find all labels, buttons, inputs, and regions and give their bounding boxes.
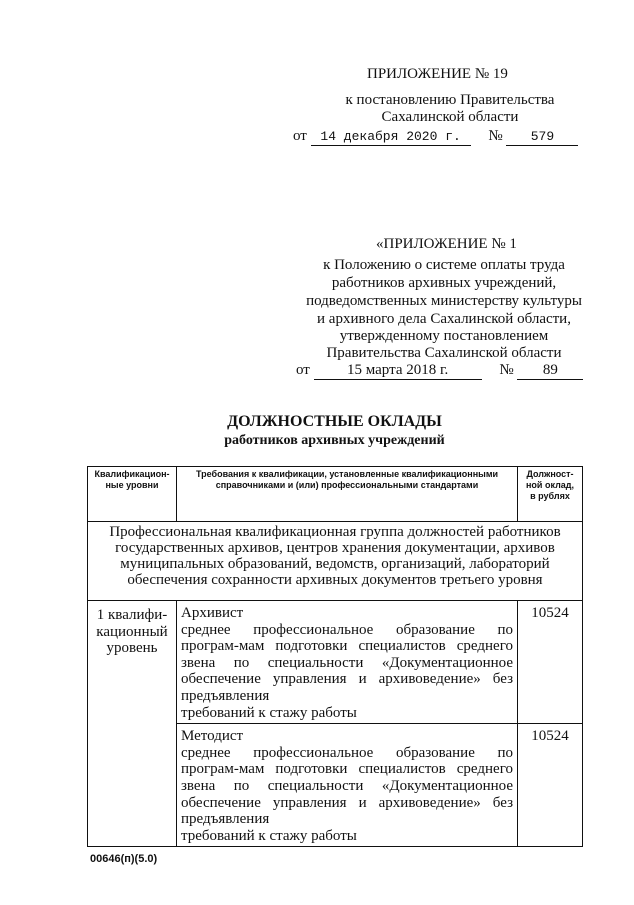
appendix2-title: «ПРИЛОЖЕНИЕ № 1: [376, 236, 517, 252]
header-levels: Квалификацион-ные уровни: [88, 467, 177, 522]
appendix2-line-3: подведомственных министерству культуры: [306, 293, 582, 309]
appendix2-line-6: Правительства Сахалинской области: [326, 345, 562, 361]
requirements-text: среднее профессиональное образование по програм-мам подготовки специалистов среднего звена по специальности «Документационное обеспечение управления и архивоведение» без предъявления: [181, 744, 513, 828]
header-salary: Должност-ной оклад, в рублях: [518, 467, 583, 522]
appendix2-line-4: и архивного дела Сахалинской области,: [317, 311, 571, 327]
from-label: от: [293, 128, 307, 144]
appendix-line-1: к постановлению Правительства: [345, 92, 555, 108]
requirements-text-last: требований к стажу работы: [181, 827, 357, 844]
group-title: Профессиональная квалификационная группа должностей работников государственных архивов, центров хранения документации, архивов муниципальных образований, ведомств, организаций, лабораторий обеспечения сохранности архивных документов третьего уровня: [88, 522, 583, 601]
group-row: [88, 522, 583, 601]
decree-date: 14 декабря 2020 г.: [311, 128, 471, 146]
document-title: ДОЛЖНОСТНЫЕ ОКЛАДЫ: [227, 413, 442, 430]
requirements-cell: [177, 601, 518, 724]
salary-table: [87, 466, 583, 847]
appendix2-line-5: утвержденному постановлением: [339, 328, 549, 344]
salary-value: 10524: [518, 601, 583, 724]
requirements-text-last: требований к стажу работы: [181, 704, 357, 721]
appendix-date-line: [293, 128, 593, 146]
appendix-title: ПРИЛОЖЕНИЕ № 19: [367, 66, 508, 82]
requirements-cell: [177, 724, 518, 847]
appendix-line-2: Сахалинской области: [381, 109, 519, 125]
table-header-row: [88, 467, 583, 522]
header-requirements: Требования к квалификации, установленные квалификационными справочниками и (или) профессиональными стандартами: [177, 467, 518, 522]
appendix2-line-2: работников архивных учреждений,: [331, 275, 557, 291]
number-label: №: [488, 128, 503, 144]
from-label: от: [296, 362, 310, 378]
number-label: №: [499, 362, 514, 378]
qualification-level: 1 квалифи-кационный уровень: [88, 601, 177, 847]
position-name: Методист: [181, 728, 244, 745]
resolution-date: 15 марта 2018 г.: [314, 362, 482, 380]
salary-value: 10524: [518, 724, 583, 847]
resolution-number: 89: [517, 362, 583, 380]
appendix2-line-1: к Положению о системе оплаты труда: [323, 257, 565, 273]
appendix2-date-line: [296, 362, 596, 380]
position-name: Архивист: [181, 605, 244, 621]
footer-code: 00646(п)(5.0): [90, 853, 158, 865]
requirements-text: среднее профессиональное образование по програм-мам подготовки специалистов среднего звена по специальности «Документационное обеспечение управления и архивоведение» без предъявления: [181, 621, 513, 704]
document-subtitle: работников архивных учреждений: [224, 433, 445, 448]
decree-number: 579: [506, 128, 578, 146]
table-row: [88, 601, 583, 724]
